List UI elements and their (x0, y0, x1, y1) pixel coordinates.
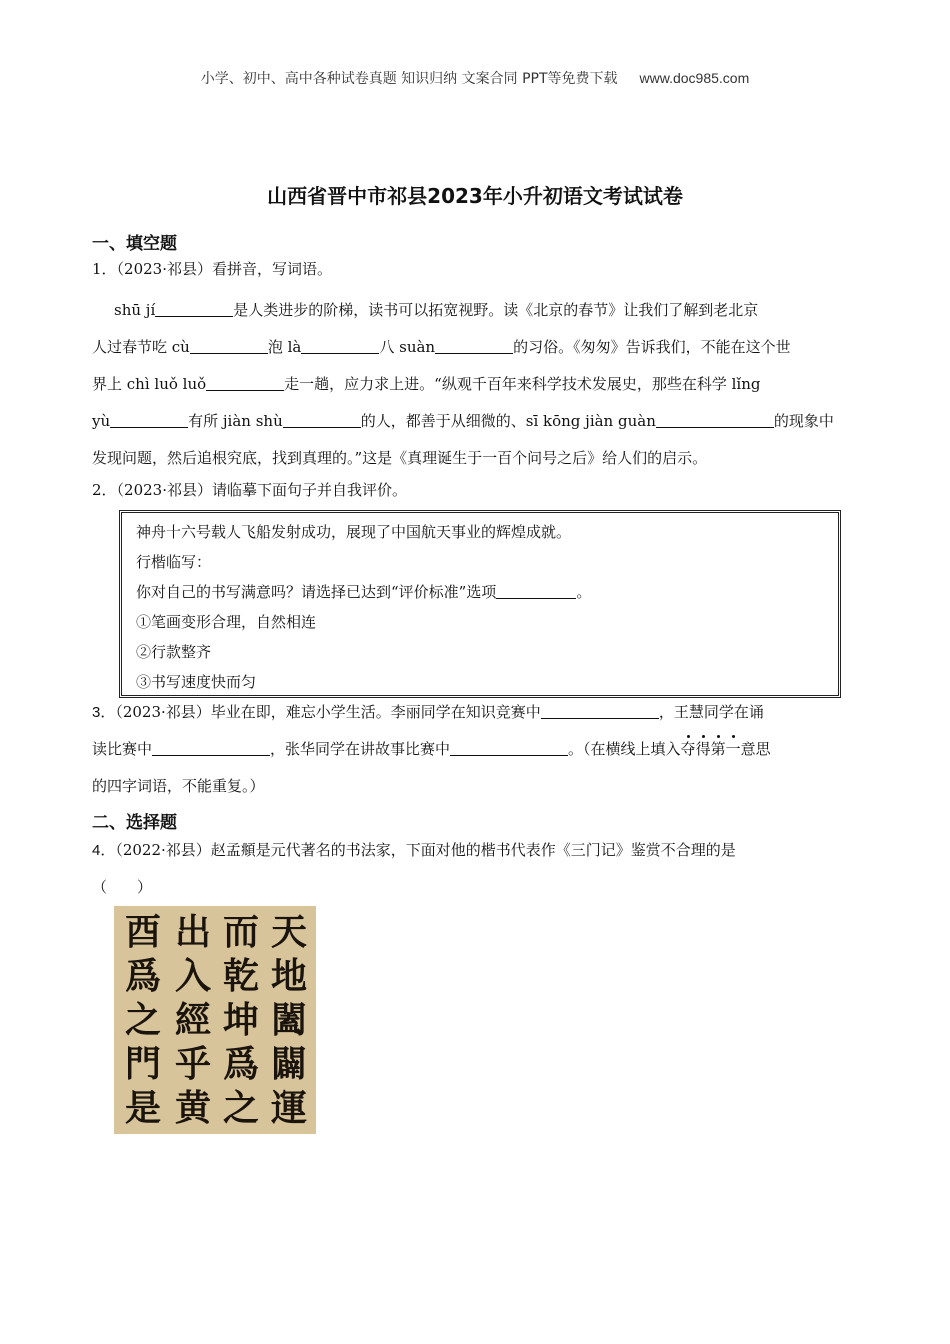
text: 发现问题，然后追根究底，找到真理的。”这是《真理诞生于一百个问号之后》给人们的启示。 (92, 449, 708, 467)
answer-paren[interactable]: （ ） (92, 878, 153, 896)
calligraphy-column (120, 910, 166, 1130)
calligraphy-char: 是 (124, 1087, 161, 1129)
question-4 (92, 832, 858, 906)
question-head (92, 477, 858, 503)
page-header (0, 68, 950, 88)
option: ③书写速度快而匀 (136, 673, 257, 691)
text: ，张华同学在讲故事比赛中 (270, 740, 451, 758)
pinyin: 界上 chì luǒ luǒ (92, 375, 207, 393)
emphasis-char: 夺 (680, 740, 696, 758)
calligraphy-char: 運 (270, 1087, 307, 1129)
practice-label: 行楷临写： (136, 553, 212, 571)
calligraphy-char: 經 (174, 999, 211, 1041)
calligraphy-char: 闔 (270, 999, 307, 1041)
text: ，王慧同学在诵 (658, 703, 764, 721)
self-eval-question: 你对自己的书写满意吗？请选择已达到“评价标准”选项 (136, 583, 497, 601)
header-site-link[interactable]: www.doc985.com (639, 70, 750, 86)
question-3 (92, 694, 858, 805)
calligraphy-char: 而 (222, 911, 259, 953)
text: 。 (576, 583, 592, 601)
calligraphy-char: 酉 (124, 911, 161, 953)
question-source: （2023·祁县） (115, 703, 211, 721)
question-body (92, 832, 858, 906)
answer-blank[interactable] (541, 702, 659, 719)
question-source: （2023·祁县） (116, 260, 212, 278)
calligraphy-char: 出 (174, 911, 211, 953)
calligraphy-char: 乾 (222, 955, 259, 997)
question-source: （2022·祁县） (115, 841, 211, 859)
pinyin: yù (92, 412, 111, 430)
calligraphy-char: 爲 (222, 1043, 259, 1085)
pinyin: 人过春节吃 cù (92, 338, 190, 356)
answer-blank[interactable] (190, 337, 268, 354)
text: 是人类进步的阶梯，读书可以拓宽视野。读《北京的春节》让我们了解到老北京 (233, 301, 759, 319)
answer-blank[interactable] (301, 337, 379, 354)
calligraphy-char: 黄 (174, 1087, 211, 1129)
question-number: 1． (92, 260, 117, 278)
answer-blank[interactable] (496, 582, 576, 599)
calligraphy-char: 爲 (124, 955, 161, 997)
calligraphy-char: 天 (270, 911, 307, 953)
answer-blank[interactable] (155, 300, 233, 317)
model-sentence: 神舟十六号载人飞船发射成功，展现了中国航天事业的辉煌成就。 (136, 523, 572, 541)
answer-blank[interactable] (656, 411, 774, 428)
emphasis-char: 第 (710, 740, 726, 758)
calligraphy-char: 之 (222, 1087, 259, 1129)
header-text: 小学、初中、高中各种试卷真题 知识归纳 文案合同 PPT等免费下载 (200, 71, 618, 87)
calligraphy-column (266, 910, 312, 1130)
answer-blank[interactable] (152, 739, 270, 756)
text: 走一趟，应力求上进。“纵观千百年来科学技术发展史，那些在科学 lǐng (284, 375, 761, 393)
calligraphy-column (170, 910, 216, 1130)
calligraphy-char: 地 (270, 955, 307, 997)
text: 的现象中 (773, 412, 834, 430)
copy-practice-box (119, 510, 841, 698)
text: 。（在横线上填入 (568, 740, 681, 758)
text: 的习俗。《匆匆》告诉我们，不能在这个世 (513, 338, 791, 356)
pinyin: 泡 là (267, 338, 302, 356)
page-title: 山西省晋中市祁县2023年小升初语文考试试卷 (267, 184, 683, 208)
question-prompt: 请临摹下面句子并自我评价。 (212, 481, 408, 499)
calligraphy-char: 門 (124, 1043, 161, 1085)
answer-blank[interactable] (283, 411, 361, 428)
question-number: 3． (92, 704, 116, 721)
option: ①笔画变形合理，自然相连 (136, 613, 317, 631)
pinyin: 有所 jiàn shù (188, 412, 283, 430)
section-fill-blank (92, 232, 858, 256)
calligraphy-char: 乎 (174, 1043, 211, 1085)
emphasis-char: 一 (725, 740, 741, 758)
section-title: 二、选择题 (92, 813, 177, 833)
calligraphy-char: 入 (174, 955, 211, 997)
question-body (92, 694, 858, 805)
calligraphy-char: 之 (124, 999, 161, 1041)
question-head (92, 256, 858, 282)
question-prompt: 赵孟頫是元代著名的书法家，下面对他的楷书代表作《三门记》鉴赏不合理的是 (210, 841, 736, 859)
question-number: 4． (92, 842, 116, 859)
text: 毕业在即，难忘小学生活。李丽同学在知识竞赛中 (210, 703, 541, 721)
text: 读比赛中 (92, 740, 153, 758)
question-2 (92, 477, 858, 503)
text: 的四字词语，不能重复。） (92, 777, 265, 795)
calligraphy-image (114, 906, 316, 1134)
section-title: 一、填空题 (92, 234, 177, 254)
calligraphy-column (218, 910, 264, 1130)
text: 意思 (740, 740, 771, 758)
answer-blank[interactable] (450, 739, 568, 756)
emphasis-char: 得 (695, 740, 711, 758)
pinyin: 的人，都善于从细微的、sī kōng jiàn guàn (360, 412, 656, 430)
question-source: （2023·祁县） (116, 481, 212, 499)
answer-blank[interactable] (435, 337, 513, 354)
answer-blank[interactable] (206, 374, 284, 391)
question-1 (92, 256, 858, 477)
calligraphy-char: 闢 (270, 1043, 307, 1085)
pinyin: 八 suàn (379, 338, 436, 356)
question-body (92, 292, 858, 477)
emphasis-dotted-text (681, 740, 741, 758)
calligraphy-char: 坤 (222, 999, 259, 1041)
pinyin: shū jí (114, 301, 156, 319)
question-number: 2． (92, 481, 117, 499)
question-prompt: 看拼音，写词语。 (212, 260, 333, 278)
option: ②行款整齐 (136, 643, 212, 661)
answer-blank[interactable] (110, 411, 188, 428)
